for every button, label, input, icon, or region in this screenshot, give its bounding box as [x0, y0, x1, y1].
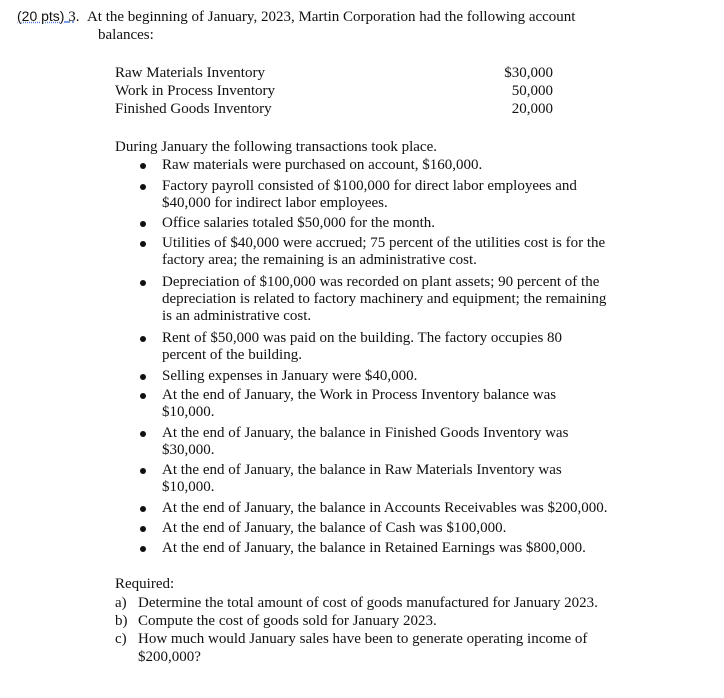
transaction-line: At the end of January, the balance of Cash was $100,000.	[162, 520, 507, 536]
required-line: $200,000?	[138, 649, 201, 665]
bullet-icon	[140, 506, 146, 512]
transaction-line: is an administrative cost.	[162, 308, 312, 324]
transaction-line: Selling expenses in January were $40,000.	[162, 368, 418, 384]
transaction-line: $10,000.	[162, 479, 215, 495]
required-marker: a)	[115, 595, 127, 611]
transaction-line: $10,000.	[162, 404, 215, 420]
transaction-line: Factory payroll consisted of $100,000 for direct labor employees and	[162, 178, 577, 194]
balance-amount: 50,000	[511, 83, 553, 99]
balance-name: Raw Materials Inventory	[115, 65, 265, 81]
transaction-line: $40,000 for indirect labor employees.	[162, 195, 388, 211]
required-marker: c)	[115, 631, 127, 647]
bullet-icon	[140, 431, 146, 437]
bullet-icon	[140, 184, 146, 190]
balance-name: Work in Process Inventory	[115, 83, 276, 99]
transaction-line: depreciation is related to factory machinery and equipment; the remaining	[162, 291, 607, 307]
transaction-line: At the end of January, the balance in Retained Earnings was $800,000.	[162, 540, 586, 556]
required-marker: b)	[115, 613, 128, 629]
balance-amount: $30,000	[504, 65, 553, 81]
balance-name: Finished Goods Inventory	[115, 101, 272, 117]
question-intro-line1: At the beginning of January, 2023, Martin Corporation had the following account	[86, 9, 576, 25]
transaction-line: percent of the building.	[162, 347, 302, 363]
transaction-line: $30,000.	[162, 442, 215, 458]
required-line: Compute the cost of goods sold for January 2023.	[138, 613, 437, 629]
bullet-icon	[140, 241, 146, 247]
question-header: (20 pts) 3. At the beginning of January, 2023, Martin Corporation had the following account	[17, 8, 576, 25]
required-line: How much would January sales have been to generate operating income of	[138, 631, 588, 647]
bullet-icon	[140, 468, 146, 474]
transaction-line: Depreciation of $100,000 was recorded on plant assets; 90 percent of the	[162, 274, 600, 290]
transaction-line: Raw materials were purchased on account, $160,000.	[162, 157, 483, 173]
bullet-icon	[140, 280, 146, 286]
bullet-icon	[140, 526, 146, 532]
bullet-icon	[140, 374, 146, 380]
transaction-line: Office salaries totaled $50,000 for the month.	[162, 215, 435, 231]
transaction-line: factory area; the remaining is an administrative cost.	[162, 252, 477, 268]
question-number: 3	[68, 9, 76, 25]
bullet-icon	[140, 221, 146, 227]
transaction-line: At the end of January, the balance in Finished Goods Inventory was	[162, 425, 569, 441]
balance-amount: 20,000	[511, 101, 553, 117]
bullet-icon	[140, 546, 146, 552]
bullet-icon	[140, 336, 146, 342]
transaction-line: At the end of January, the Work in Process Inventory balance was	[162, 387, 557, 403]
required-title: Required:	[115, 576, 175, 592]
bullet-icon	[140, 163, 146, 169]
bullet-icon	[140, 393, 146, 399]
required-line: Determine the total amount of cost of goods manufactured for January 2023.	[138, 595, 598, 611]
transaction-line: Rent of $50,000 was paid on the building. The factory occupies 80	[162, 330, 563, 346]
transaction-line: At the end of January, the balance in Accounts Receivables was $200,000.	[162, 500, 608, 516]
points-label: (20 pts)	[17, 8, 65, 24]
transaction-line: Utilities of $40,000 were accrued; 75 percent of the utilities cost is for the	[162, 235, 606, 251]
transaction-line: At the end of January, the balance in Raw Materials Inventory was	[162, 462, 562, 478]
question-intro-line2: balances:	[98, 27, 154, 43]
transactions-intro: During January the following transactions took place.	[115, 139, 438, 155]
